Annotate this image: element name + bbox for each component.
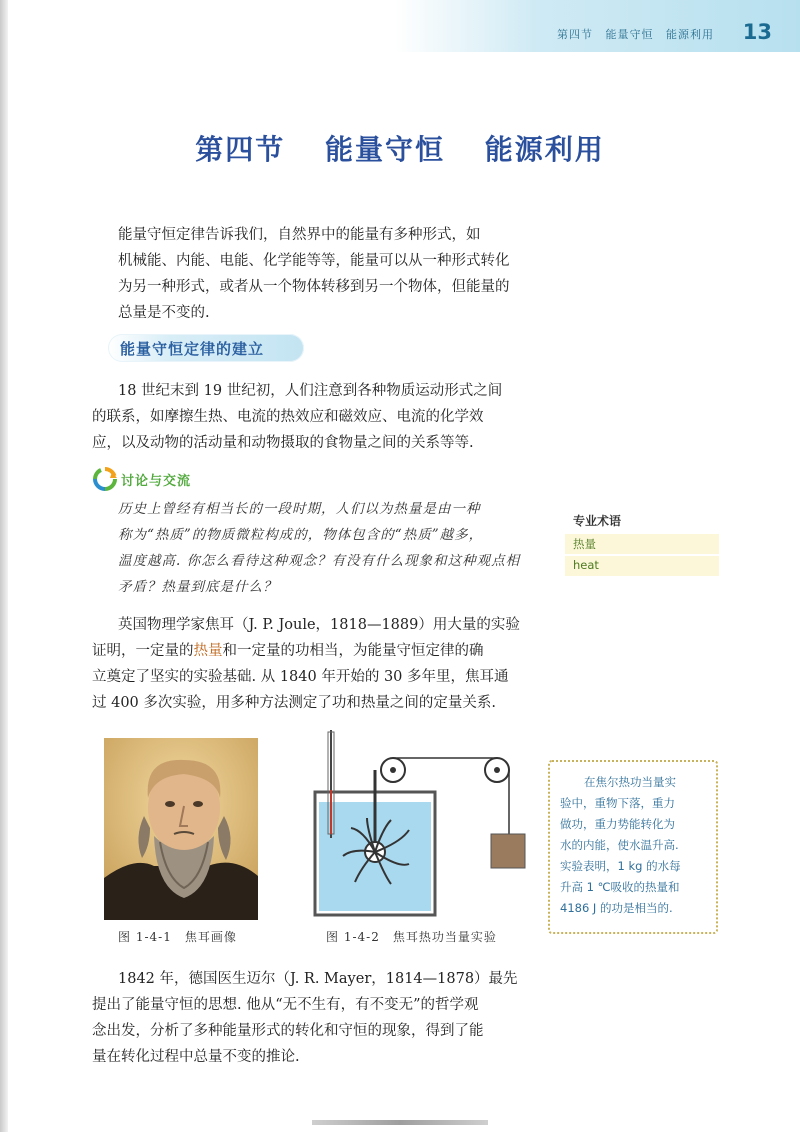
title-part-1: 第四节 <box>195 133 286 166</box>
note-line-1: 在焦尔热功当量实 <box>584 775 676 789</box>
discussion-refresh-icon <box>92 466 118 492</box>
mayer-paragraph <box>92 966 538 1070</box>
term-en: heat <box>573 558 599 572</box>
history-paragraph <box>92 378 538 456</box>
page-gutter <box>0 0 8 1132</box>
joule-line-4: 过 400 多次实验，用多种方法测定了功和热量之间的定量关系. <box>92 695 497 711</box>
discussion-text <box>118 496 538 600</box>
intro-line-2: 机械能、内能、电能、化学能等等，能量可以从一种形式转化 <box>118 253 510 269</box>
discussion-label: 讨论与交流 <box>121 474 192 489</box>
joule-apparatus-diagram <box>305 730 530 925</box>
header-topic-a: 能量守恒 <box>605 28 654 41</box>
joule-portrait <box>104 738 258 920</box>
term-en-row <box>565 556 719 576</box>
term-zh: 热量 <box>573 537 596 551</box>
discussion-line-3: 温度越高. 你怎么看待这种观念？有没有什么现象和这种观点相 <box>118 553 521 569</box>
history-line-2: 的联系，如摩擦生热、电流的热效应和磁效应、电流的化学效 <box>92 409 484 425</box>
section-heading: 能量守恒定律的建立 <box>120 340 265 358</box>
page-number: 13 <box>742 20 772 44</box>
note-line-4: 水的内能，使水温升高. <box>560 838 679 852</box>
joule-paragraph <box>92 612 538 716</box>
mayer-line-3: 念出发，分析了多种能量形式的转化和守恒的现象，得到了能 <box>92 1023 484 1039</box>
intro-line-1: 能量守恒定律告诉我们，自然界中的能量有多种形式，如 <box>118 227 481 243</box>
figure-2-caption: 图 1-4-2 焦耳热功当量实验 <box>326 930 497 944</box>
discussion-line-1: 历史上曾经有相当长的一段时期，人们以为热量是由一种 <box>118 501 481 517</box>
intro-paragraph <box>118 222 538 326</box>
intro-line-4: 总量是不变的. <box>118 305 210 321</box>
note-line-3: 做功，重力势能转化为 <box>560 817 675 831</box>
mayer-line-4: 量在转化过程中总量不变的推论. <box>92 1049 300 1065</box>
title-part-2: 能量守恒 <box>324 133 445 166</box>
running-header <box>557 26 722 42</box>
page-title <box>0 128 800 168</box>
mayer-line-1: 1842 年，德国医生迈尔（J. R. Mayer，1814—1878）最先 <box>118 971 518 987</box>
joule-line-2-pre: 证明，一定量的 <box>92 643 194 659</box>
history-line-3: 应，以及动物的活动量和动物摄取的食物量之间的关系等等. <box>92 435 474 451</box>
note-line-2: 验中，重物下落，重力 <box>560 796 675 810</box>
title-part-3: 能源利用 <box>484 133 605 166</box>
joule-line-2 <box>92 638 538 664</box>
discussion-line-4: 矛盾？热量到底是什么？ <box>118 579 278 595</box>
history-line-1: 18 世纪末到 19 世纪初，人们注意到各种物质运动形式之间 <box>118 383 503 399</box>
figure-1-caption: 图 1-4-1 焦耳画像 <box>118 930 237 944</box>
joule-line-1: 英国物理学家焦耳（J. P. Joule，1818—1889）用大量的实验 <box>118 617 520 633</box>
note-line-7: 4186 J 的功是相当的. <box>560 901 673 915</box>
term-highlight: 热量 <box>193 643 223 659</box>
intro-line-3: 为另一种形式，或者从一个物体转移到另一个物体，但能量的 <box>118 279 510 295</box>
page-footer-bar <box>312 1120 488 1125</box>
note-line-5: 实验表明，1 kg 的水每 <box>560 859 681 873</box>
note-line-6: 升高 1 ℃吸收的热量和 <box>560 880 680 894</box>
header-topic-b: 能源利用 <box>666 28 714 41</box>
discussion-line-2: 称为“热质”的物质微粒构成的，物体包含的“热质”越多， <box>118 527 484 543</box>
joule-line-3: 立奠定了坚实的实验基础. 从 1840 年开始的 30 多年里，焦耳通 <box>92 669 509 685</box>
term-zh-row <box>565 534 719 554</box>
side-note-text <box>560 772 708 919</box>
mayer-line-2: 提出了能量守恒的思想. 他从“无不生有，有不变无”的哲学观 <box>92 997 479 1013</box>
joule-line-2-post: 和一定量的功相当，为能量守恒定律的确 <box>222 643 484 659</box>
header-section: 第四节 <box>557 28 593 41</box>
term-box-title: 专业术语 <box>573 514 622 528</box>
